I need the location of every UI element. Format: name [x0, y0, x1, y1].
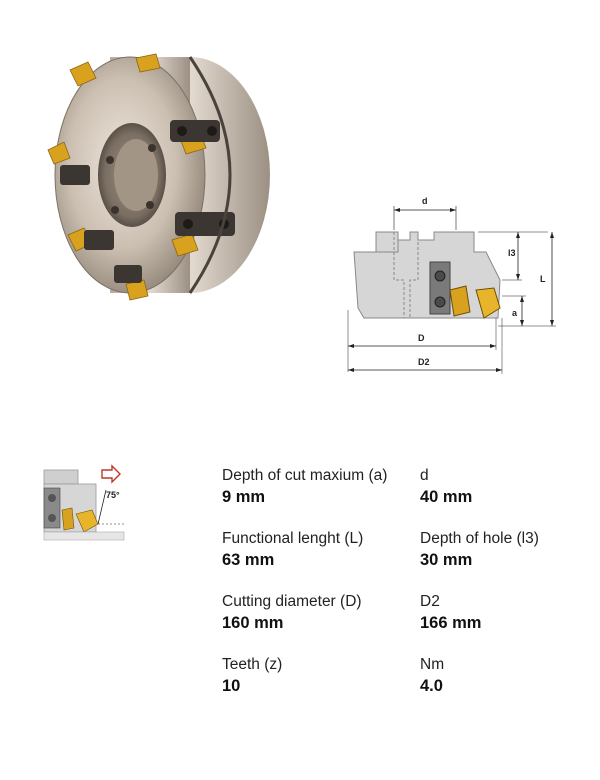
spec-label: Cutting diameter (D) — [222, 593, 362, 610]
dimension-drawing — [338, 190, 568, 380]
spec-d — [420, 466, 472, 508]
spec-depth-of-cut — [222, 466, 387, 508]
drawing-label-l3: l3 — [508, 248, 516, 258]
angle-label: 75° — [106, 490, 120, 500]
spec-d2 — [420, 592, 481, 634]
spec-value: 40 mm — [420, 488, 473, 506]
spec-label: Functional lenght (L) — [222, 530, 364, 547]
spec-label: Depth of hole (l3) — [420, 530, 539, 547]
spec-value: 30 mm — [420, 551, 473, 569]
drawing-label-D: D — [418, 333, 425, 343]
spec-label: d — [420, 467, 429, 484]
spec-label: Nm — [420, 656, 445, 673]
spec-value: 63 mm — [222, 551, 275, 569]
spec-value: 4.0 — [420, 677, 443, 695]
spec-value: 166 mm — [420, 614, 482, 632]
spec-functional-length — [222, 529, 363, 571]
drawing-label-d: d — [422, 196, 428, 206]
spec-label: D2 — [420, 593, 440, 610]
approach-angle-icon — [40, 462, 130, 542]
spec-depth-of-hole — [420, 529, 539, 571]
milling-cutter-image — [40, 40, 280, 320]
drawing-label-D2: D2 — [418, 357, 430, 367]
spec-label: Teeth (z) — [222, 656, 283, 673]
drawing-label-a: a — [512, 308, 518, 318]
spec-label: Depth of cut maxium (a) — [222, 467, 388, 484]
feed-arrow-icon — [102, 466, 120, 482]
spec-value: 9 mm — [222, 488, 266, 506]
spec-value: 160 mm — [222, 614, 284, 632]
spec-teeth — [222, 655, 282, 697]
spec-nm — [420, 655, 444, 697]
drawing-label-L: L — [540, 274, 546, 284]
spec-cutting-diameter — [222, 592, 362, 634]
spec-value: 10 — [222, 677, 241, 695]
